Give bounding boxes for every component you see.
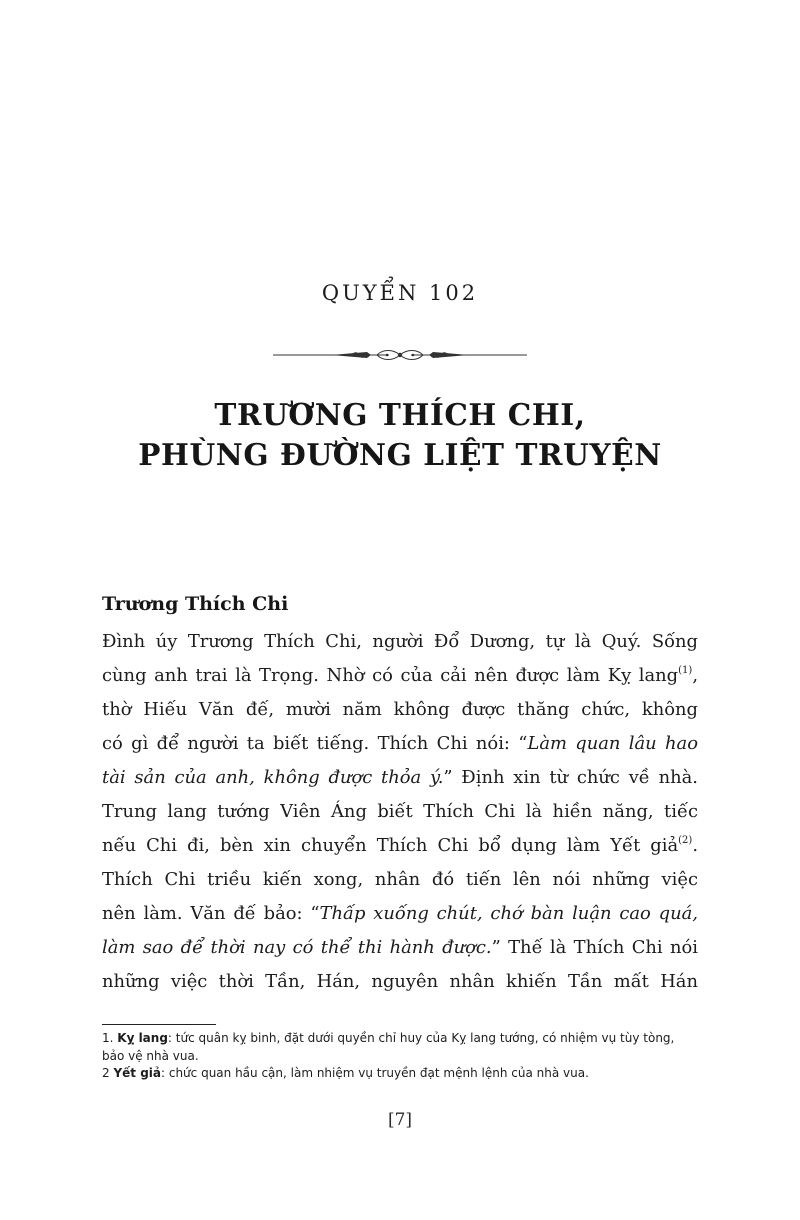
footnote-2: 2 Yết giả: chức quan hầu cận, làm nhiệm vụ truyền đạt mệnh lệnh của nhà vua. <box>102 1066 589 1080</box>
footnote-1: 1. Kỵ lang: tức quân kỵ binh, đặt dưới quyền chỉ huy của Kỵ lang tướng, có nhiệm vụ tùy tòng, <box>102 1031 675 1045</box>
footnote-divider <box>102 1024 216 1025</box>
body-line: tài sản của anh, không được thỏa ý.” Định xin từ chức về nhà. <box>102 767 698 788</box>
quote-italic: tài sản của anh, không được thỏa ý. <box>102 767 444 788</box>
quote-italic: làm sao để thời nay có thể thi hành được. <box>102 937 492 958</box>
page-number: [7] <box>387 1110 413 1130</box>
chapter-title-line-1: TRƯƠNG THÍCH CHI, <box>214 397 586 432</box>
section-heading: Trương Thích Chi <box>102 593 289 615</box>
footnote-1-continued: bảo vệ nhà vua. <box>102 1048 199 1063</box>
body-line: Trung lang tướng Viên Áng biết Thích Chi là hiền năng, tiếc <box>102 801 698 822</box>
footnote-ref-2: (2) <box>678 835 693 846</box>
body-line: thờ Hiếu Văn đế, mười năm không được thăng chức, không <box>102 699 698 720</box>
body-line: có gì để người ta biết tiếng. Thích Chi nói: “Làm quan lâu hao <box>102 733 698 754</box>
chapter-title <box>0 395 800 475</box>
chapter-number: QUYỂN 102 <box>321 281 479 305</box>
footnote-term: Kỵ lang <box>117 1031 168 1045</box>
body-line: Đình úy Trương Thích Chi, người Đổ Dương, tự là Quý. Sống <box>102 631 698 652</box>
footnotes <box>102 1030 702 1083</box>
body-paragraph <box>102 625 698 999</box>
body-line: nên làm. Văn đế bảo: “Thấp xuống chút, chớ bàn luận cao quá, <box>102 903 698 924</box>
body-line: làm sao để thời nay có thể thi hành được.” Thế là Thích Chi nói <box>102 937 698 958</box>
ornament-divider-icon <box>271 343 529 367</box>
footnote-ref-1: (1) <box>678 665 693 676</box>
quote-italic: Thấp xuống chút, chớ bàn luận cao quá, <box>319 903 698 924</box>
body-line: những việc thời Tần, Hán, nguyên nhân khiến Tần mất Hán <box>102 971 698 992</box>
chapter-title-line-2: PHÙNG ĐƯỜNG LIỆT TRUYỆN <box>138 437 662 472</box>
body-line: nếu Chi đi, bèn xin chuyển Thích Chi bổ dụng làm Yết giả$^{(2)}$. <box>102 835 698 856</box>
body-line: cùng anh trai là Trọng. Nhờ có của cải nên được làm Kỵ lang$^{(1)}$, <box>102 665 698 686</box>
footnote-term: Yết giả <box>113 1066 161 1080</box>
body-line: Thích Chi triều kiến xong, nhân đó tiến lên nói những việc <box>102 869 698 890</box>
quote-italic: Làm quan lâu hao <box>527 733 698 754</box>
